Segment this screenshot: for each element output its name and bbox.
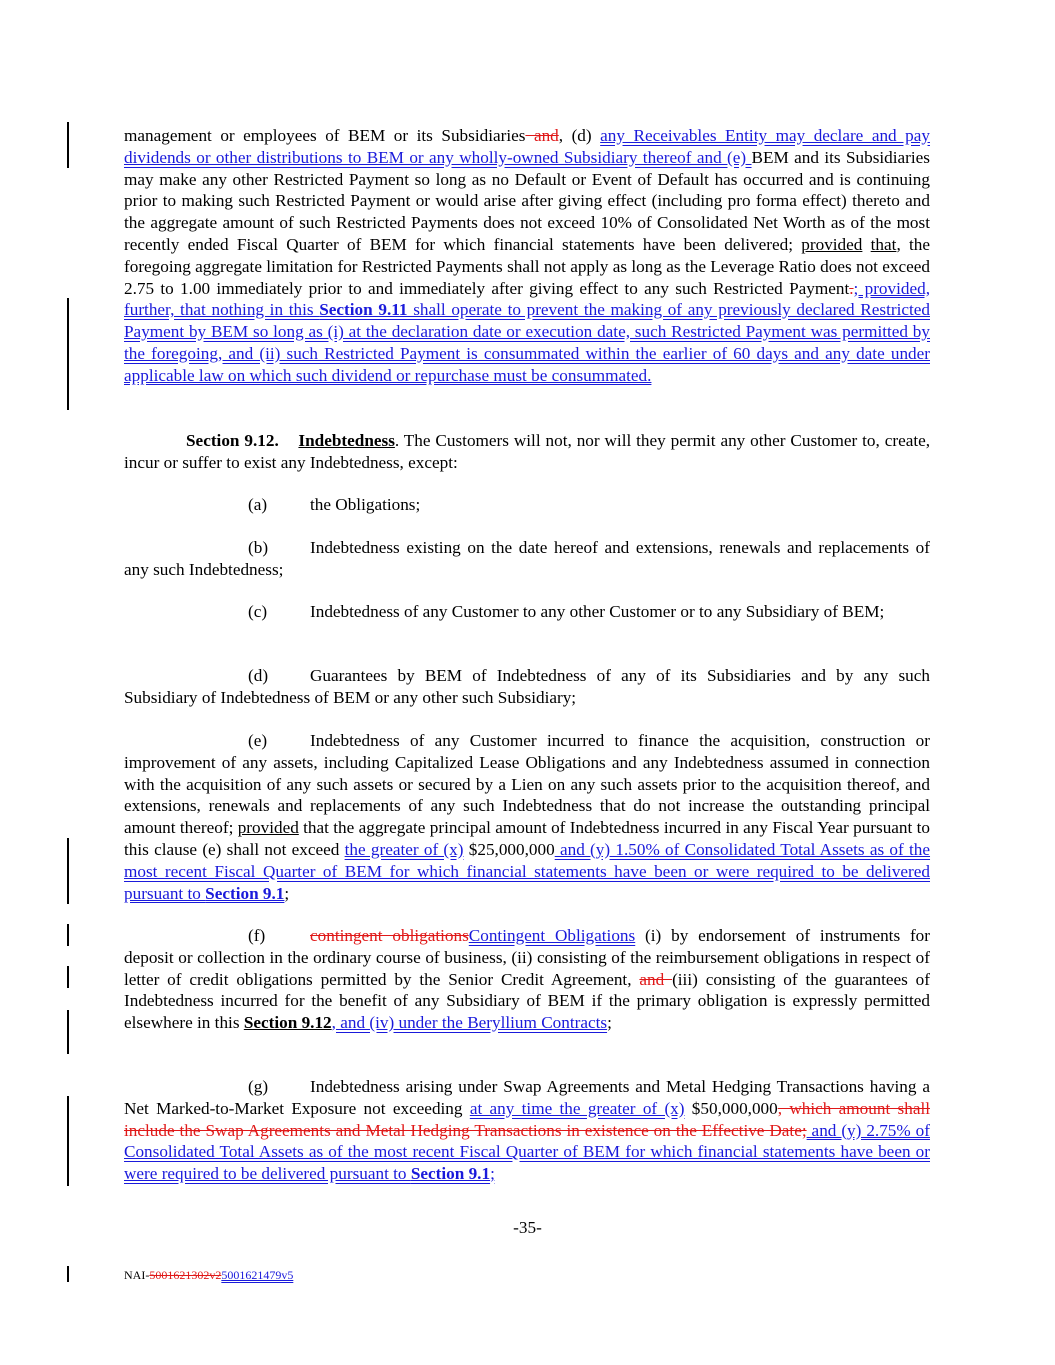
inserted-text: Contingent Obligations xyxy=(468,926,636,945)
inserted-section-reference: Section 9.11 xyxy=(319,300,408,320)
inserted-text: ; xyxy=(490,1164,495,1184)
inserted-section-reference: Section 9.1 xyxy=(410,1164,491,1184)
deleted-text: contingent obligations xyxy=(310,926,469,945)
deleted-text: . xyxy=(849,278,854,298)
text: , (d) xyxy=(558,126,601,145)
underlined-text: provided xyxy=(237,818,299,838)
change-bar xyxy=(67,298,69,410)
restricted-payments-paragraph xyxy=(124,125,930,387)
text: . The Customers will not, nor will they permit any other Customer to, create, incur or suffer to exist any Indebtedness, except: xyxy=(124,431,931,472)
clause-label: (d) xyxy=(248,666,269,685)
text: Indebtedness of any Customer incurred to finance the acquisition, construction or improvement of any assets, including Capitalized Lease Obligations and any Indebtedness assumed in connection with the acquisition of any such assets or secured by a Lien on any such assets prior to the acquisition thereof, and extensions, renewals and replacements of any such Indebtedness that do not increase the outstanding principal amount thereof; xyxy=(124,731,930,838)
inserted-text: and (y) 1.50% of Consolidated Total Assets as of the most recent Fiscal Quarter of BEM for which financial statements have been or were required to be delivered pursuant to xyxy=(124,839,931,903)
text xyxy=(862,235,870,254)
doc-id-prefix: NAI- xyxy=(124,1268,150,1282)
text: (i) by endorsement of instruments for deposit or collection in the ordinary course of business, (ii) consisting of the reimbursement obligations in respect of letter of credit obligations permitted by the Senior Credit Agreement, xyxy=(124,926,931,989)
inserted-text: , and (iv) under the Beryllium Contracts xyxy=(331,1013,608,1033)
clause-c xyxy=(124,601,930,623)
text: $50,000,000 xyxy=(684,1098,778,1118)
text: (iii) consisting of the guarantees of Indebtedness incurred for the benefit of any Subsidiary of BEM if the primary obligation is expressly permitted elsewhere in this xyxy=(124,969,930,1033)
inserted-text: and (y) 2.75% of Consolidated Total Assets as of the most recent Fiscal Quarter of BEM for which financial statements have been or were required to be delivered pursuant to xyxy=(124,1120,930,1184)
text: ; xyxy=(284,883,290,903)
inserted-section-reference: Section 9.1 xyxy=(205,883,285,903)
text: $25,000,000 xyxy=(463,839,555,859)
clause-label: (e) xyxy=(248,731,268,750)
clause-label: (b) xyxy=(248,538,269,557)
change-bar xyxy=(67,1266,69,1282)
text: ; xyxy=(607,1013,612,1033)
clause-label: (f) xyxy=(248,926,266,945)
section-reference: Section 9.12 xyxy=(243,1013,332,1033)
clause-d xyxy=(124,665,930,709)
deleted-text: and xyxy=(525,126,559,145)
text: , the foregoing aggregate limitation for Restricted Payments shall not apply as long as the Leverage Ratio does not exceed 2.75 to 1.00 immediately prior to and immediately after giving effect to any such Restricted Payment xyxy=(124,234,930,298)
inserted-text: shall operate to prevent the making of any previously declared Restricted Payment by BEM so long as (i) at the declaration date or execution date, such Restricted Payment was permitted by the foregoing, and (ii) such Restricted Payment is consummated within the earlier of 60 days and any date under applicable law on which such dividend or repurchase must be consummated. xyxy=(124,300,930,385)
change-bar xyxy=(67,838,69,904)
clause-label: (a) xyxy=(248,495,268,514)
section-title: Indebtedness xyxy=(298,431,395,450)
text: Indebtedness arising under Swap Agreements and Metal Hedging Transactions having a Net Marked-to-Market Exposure not exceeding xyxy=(124,1077,930,1118)
text: Indebtedness existing on the date hereof and extensions, renewals and replacements of any such Indebtedness; xyxy=(124,538,930,579)
underlined-text: that xyxy=(870,234,897,254)
text: the Obligations; xyxy=(310,495,421,514)
clause-label: (g) xyxy=(248,1077,269,1096)
change-bar xyxy=(67,122,69,168)
clause-f xyxy=(124,925,930,1034)
change-bar xyxy=(67,1096,69,1186)
text: management or employees of BEM or its Subsidiaries xyxy=(124,126,526,145)
clause-a xyxy=(124,494,930,516)
change-bar xyxy=(67,924,69,946)
text: Indebtedness of any Customer to any other Customer or to any Subsidiary of BEM; xyxy=(310,602,885,621)
text: BEM and its Subsidiaries may make any other Restricted Payment so long as no Default or Event of Default has occurred and is continuing prior to making such Restricted Payment or would arise after giving effect (including pro forma effect) thereto and the aggregate amount of such Restricted Payments does not exceed 10% of Consolidated Net Worth as of the most recently ended Fiscal Quarter of BEM for which financial statements have been delivered; xyxy=(124,147,930,254)
change-bar xyxy=(67,966,69,988)
clause-label: (c) xyxy=(248,602,268,621)
deleted-text: , which amount shall include the Swap Agreements and Metal Hedging Transactions in existence on the Effective Date; xyxy=(124,1098,930,1140)
inserted-text: ; provided, further, that nothing in this xyxy=(124,278,931,320)
document-id xyxy=(124,1268,293,1283)
page-number: -35- xyxy=(513,1218,542,1237)
underlined-text: provided xyxy=(801,234,863,254)
deleted-doc-id: 5001621302v2 xyxy=(149,1268,222,1282)
inserted-text: the greater of (x) xyxy=(344,839,464,859)
inserted-text: any Receivables Entity may declare and pay dividends or other distributions to BEM or any wholly-owned Subsidiary thereof and (e) xyxy=(124,126,930,167)
inserted-doc-id: 5001621479v5 xyxy=(221,1268,294,1282)
section-9-12-paragraph xyxy=(124,430,930,474)
clause-g xyxy=(124,1076,930,1185)
section-number: Section 9.12. xyxy=(186,431,279,450)
deleted-text: and xyxy=(639,969,673,989)
text: that the aggregate principal amount of Indebtedness incurred in any Fiscal Year pursuant to this clause (e) shall not exceed xyxy=(124,818,931,859)
clause-b xyxy=(124,537,930,581)
text: Guarantees by BEM of Indebtedness of any of its Subsidiaries and by any such Subsidiary of Indebtedness of BEM or any other such Subsidiary; xyxy=(124,666,930,707)
change-bar xyxy=(67,1010,69,1054)
inserted-text: at any time the greater of (x) xyxy=(469,1098,685,1118)
clause-e xyxy=(124,730,930,904)
